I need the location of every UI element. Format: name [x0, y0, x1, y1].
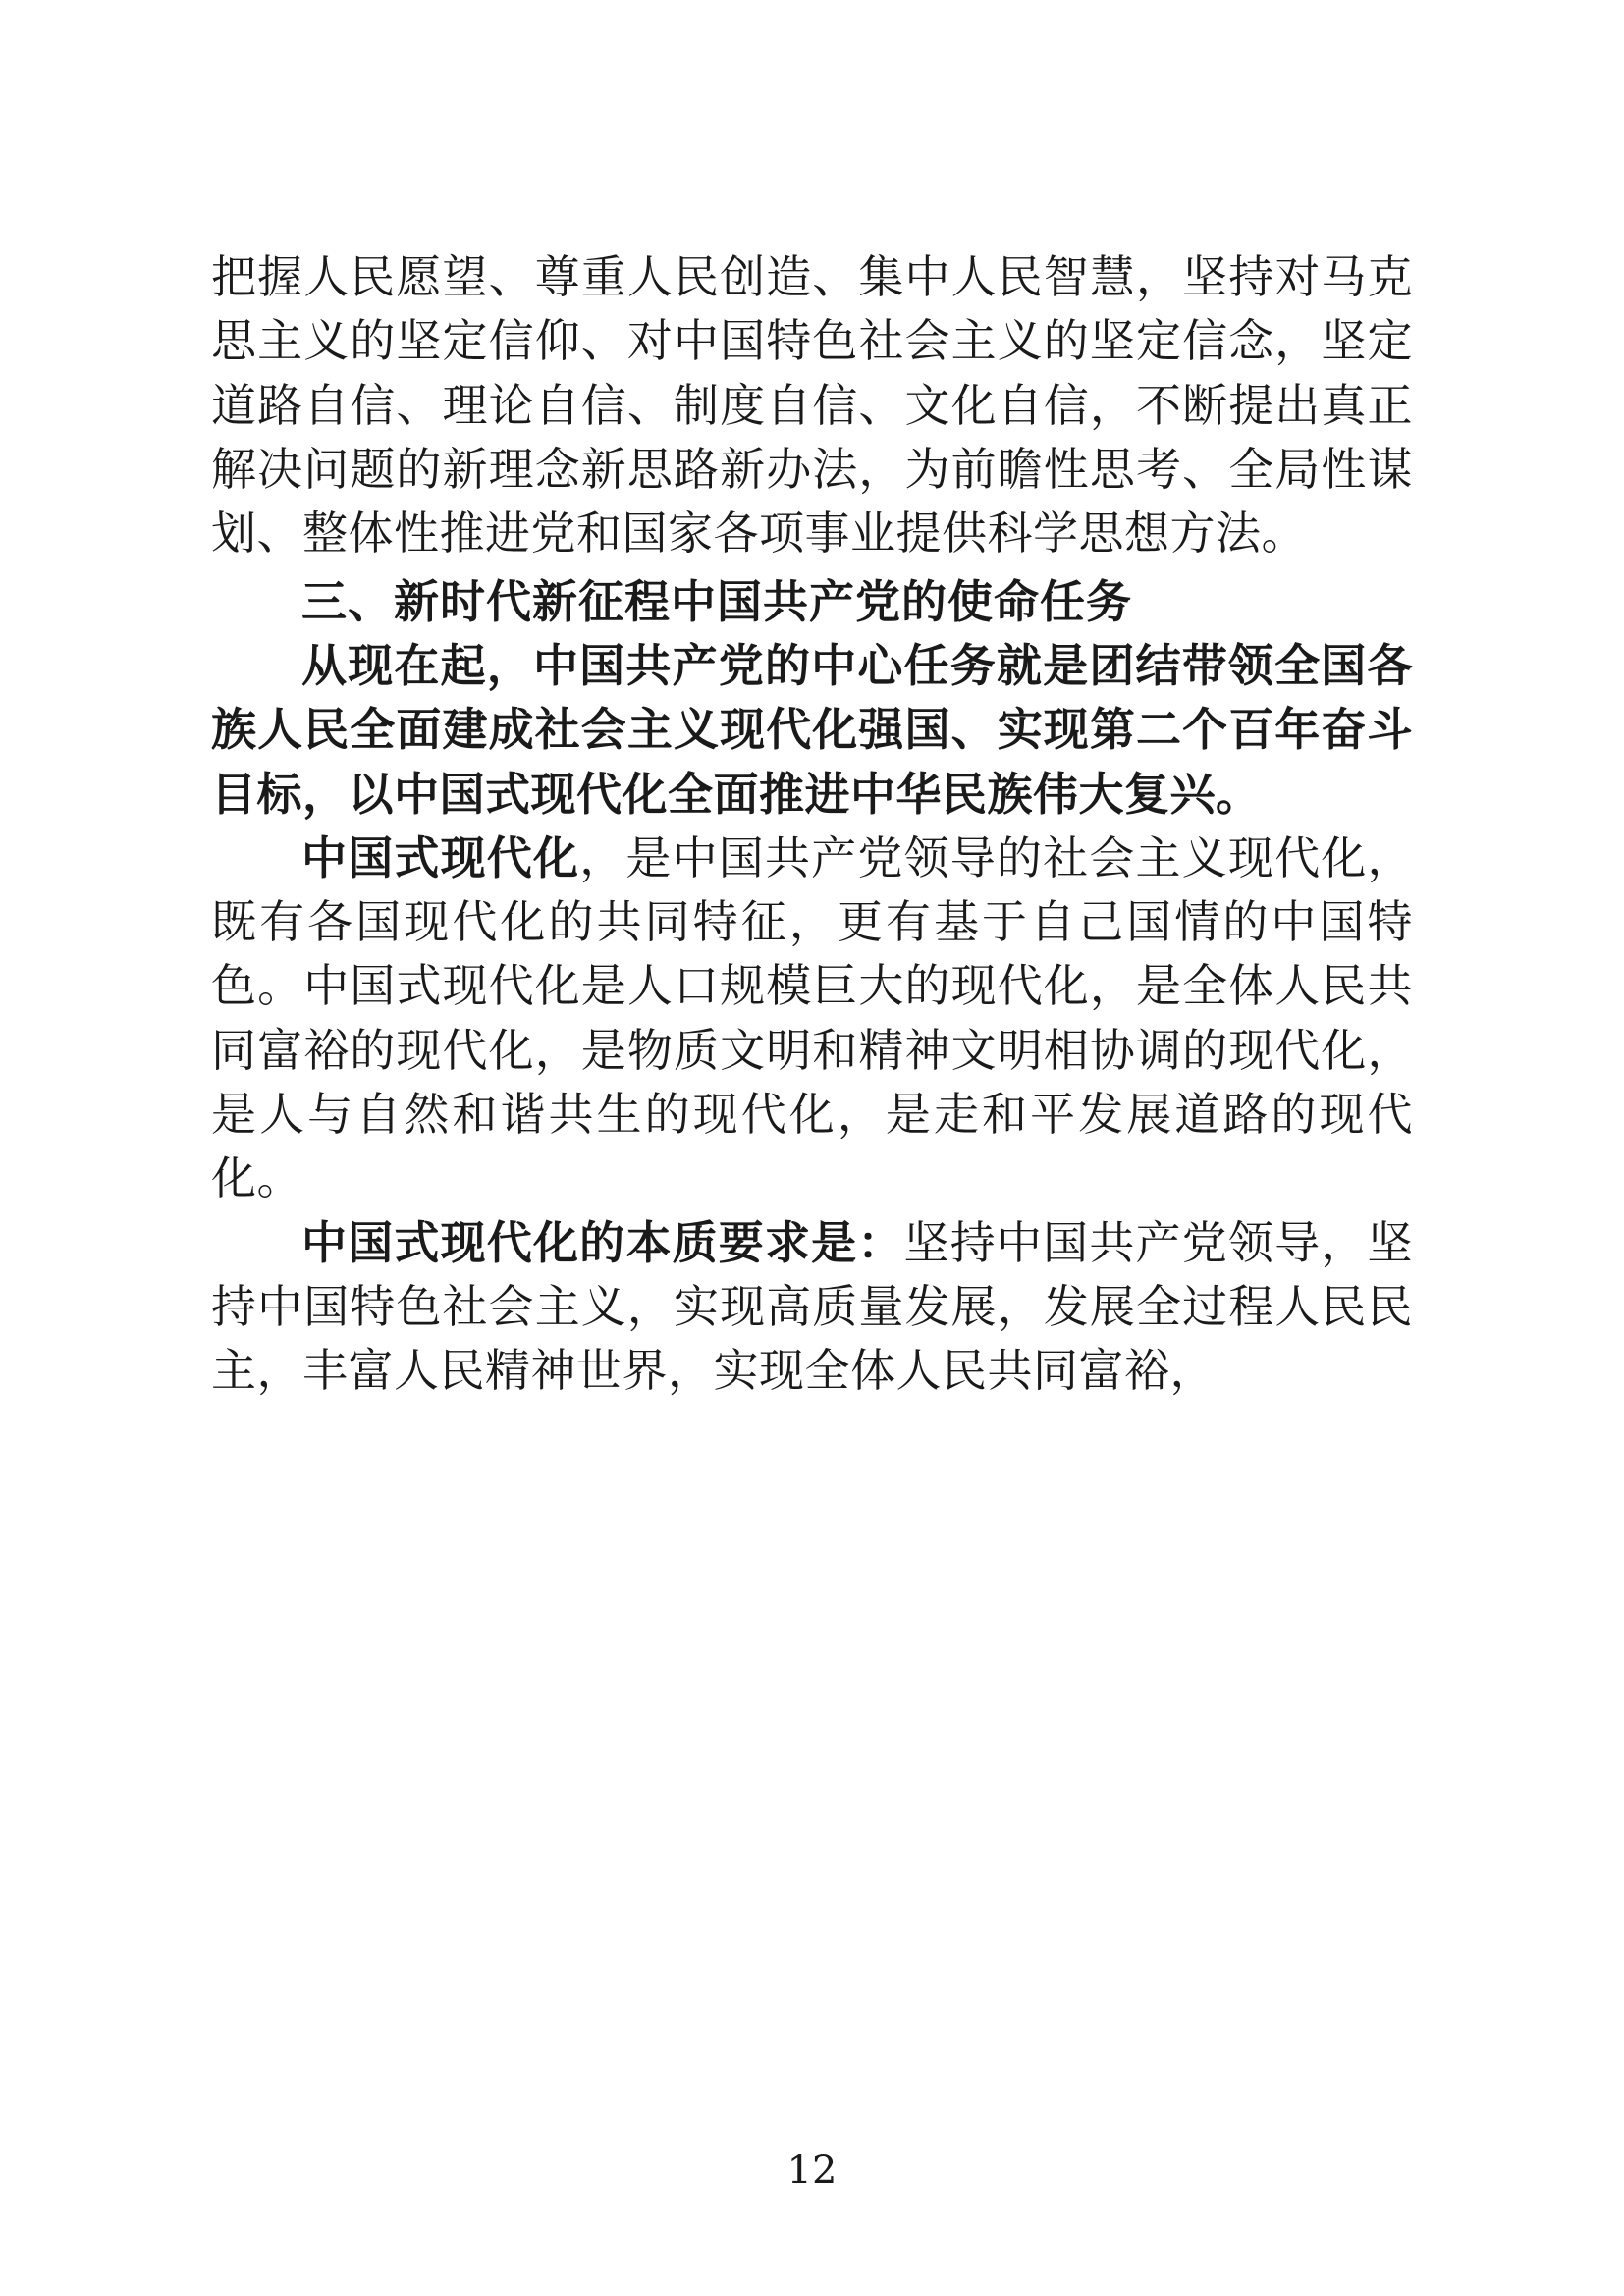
section-heading: 三、新时代新征程中国共产党的使命任务	[301, 574, 1132, 628]
paragraph-essential-requirements	[211, 1211, 1413, 1404]
lead-term-essential-requirements: 中国式现代化的本质要求是：	[301, 1215, 904, 1269]
page-body	[211, 245, 1413, 1404]
lead-term-chinese-modernization: 中国式现代化	[301, 830, 580, 884]
paragraph-central-task: 从现在起，中国共产党的中心任务就是团结带领全国各族人民全面建成社会主义现代化强国、实现第二个百年奋斗目标，以中国式现代化全面推进中华民族伟大复兴。	[211, 638, 1413, 821]
paragraph-chinese-modernization	[211, 827, 1413, 1211]
paragraph-continuation: 把握人民愿望、尊重人民创造、集中人民智慧，坚持对马克思主义的坚定信仰、对中国特色社会主义的坚定信念，坚定道路自信、理论自信、制度自信、文化自信，不断提出真正解决问题的新理念新思路新办法，为前瞻性思考、全局性谋划、整体性推进党和国家各项事业提供科学思想方法。	[211, 250, 1413, 561]
paragraph-chinese-modernization-text: ，是中国共产党领导的社会主义现代化，既有各国现代化的共同特征，更有基于自己国情的中国特色。中国式现代化是人口规模巨大的现代化，是全体人民共同富裕的现代化，是物质文明和精神文明相协调的现代化，是人与自然和谐共生的现代化，是走和平发展道路的现代化。	[211, 830, 1414, 1205]
paragraph-essential-requirements-text: 坚持中国共产党领导，坚持中国特色社会主义，实现高质量发展，发展全过程人民民主，丰富人民精神世界，实现全体人民共同富裕，	[211, 1215, 1414, 1398]
page-number: 12	[786, 2148, 838, 2193]
